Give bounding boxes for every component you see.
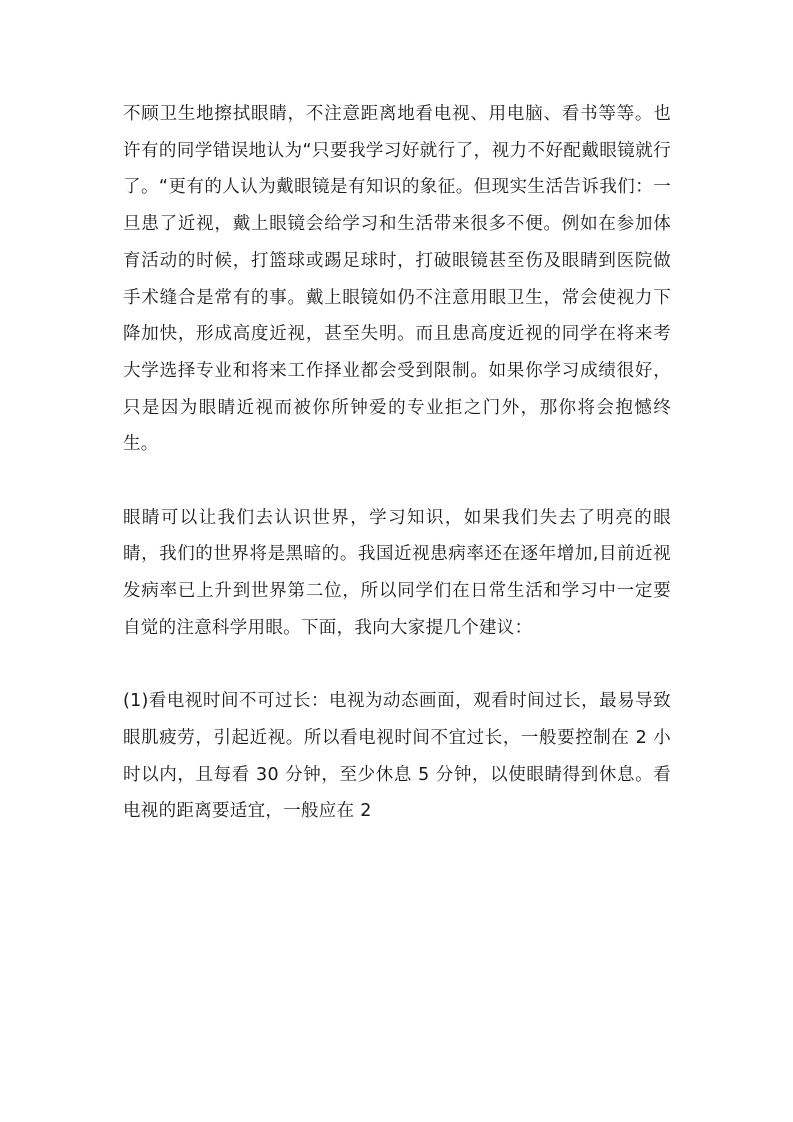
paragraph-eye-importance: 眼睛可以让我们去认识世界，学习知识，如果我们失去了明亮的眼睛，我们的世界将是黑暗的。我国近视患病率还在逐年增加,目前近视发病率已上升到世界第二位，所以同学们在日常生活和学习中一定要自觉的注意科学用眼。下面，我向大家提几个建议： (123, 507, 671, 638)
document-body (123, 96, 671, 830)
paragraph-myopia-consequences: 不顾卫生地擦拭眼睛，不注意距离地看电视、用电脑、看书等等。也许有的同学错误地认为“只要我学习好就行了，视力不好配戴眼镜就行了。“更有的人认为戴眼镜是有知识的象征。但现实生活告诉我们：一旦患了近视，戴上眼镜会给学习和生活带来很多不便。例如在参加体育活动的时候，打篮球或踢足球时，打破眼镜甚至伤及眼睛到医院做手术缝合是常有的事。戴上眼镜如仍不注意用眼卫生，常会使视力下降加快，形成高度近视，甚至失明。而且患高度近视的同学在将来考大学选择专业和将来工作择业都会受到限制。如果你学习成绩很好，只是因为眼睛近视而被你所钟爱的专业拒之门外，那你将会抱憾终生。 (123, 104, 671, 455)
paragraph-suggestion-tv-time: (1)看电视时间不可过长：电视为动态画面，观看时间过长，最易导致眼肌疲劳，引起近视。所以看电视时间不宜过长，一般要控制在 2 小时以内，且每看 30 分钟，至少休息 5 分钟，以使眼睛得到休息。看电视的距离要适宜，一般应在 2 (123, 691, 671, 822)
